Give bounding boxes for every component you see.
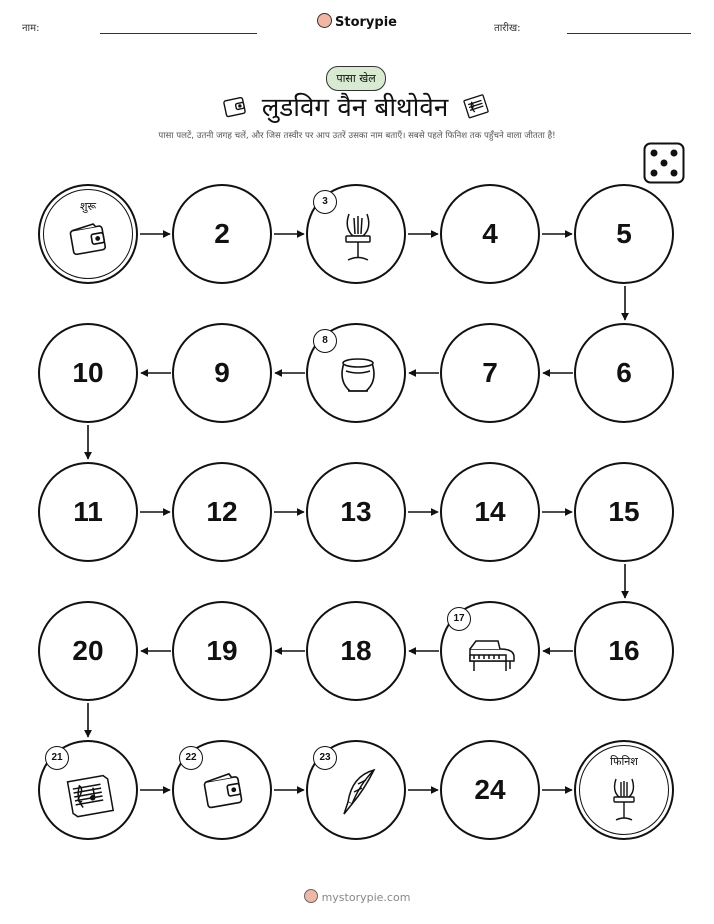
space-number: 18 <box>340 635 372 666</box>
space-number: 4 <box>482 218 498 249</box>
space-3-badge: 3 <box>313 190 337 214</box>
space-18[interactable] <box>306 601 406 701</box>
space-12[interactable] <box>172 462 272 562</box>
space-finish[interactable] <box>574 740 674 840</box>
space-number: 12 <box>206 496 238 527</box>
space-number: 2 <box>214 218 230 249</box>
space-23-badge: 23 <box>313 746 337 770</box>
space-14[interactable] <box>440 462 540 562</box>
finish-label: फिनिश <box>610 755 638 768</box>
title-text: लुडविग वैन बीथोवेन <box>261 93 449 123</box>
wallet-icon <box>68 222 110 260</box>
space-20[interactable] <box>38 601 138 701</box>
space-8-badge: 8 <box>313 329 337 353</box>
space-9[interactable] <box>172 323 272 423</box>
space-number: 16 <box>608 635 640 666</box>
wallet-icon <box>202 772 246 812</box>
space-number: 19 <box>206 635 238 666</box>
start-label: शुरू <box>79 200 97 213</box>
date-label: तारीख: <box>494 23 521 34</box>
space-17-badge: 17 <box>447 607 471 631</box>
space-13[interactable] <box>306 462 406 562</box>
brand-name: Storypie <box>335 15 397 30</box>
space-22-badge: 22 <box>179 746 203 770</box>
lyre-stand-icon <box>340 210 376 264</box>
quill-icon <box>338 766 380 820</box>
space-19[interactable] <box>172 601 272 701</box>
space-2[interactable] <box>172 184 272 284</box>
space-number: 11 <box>73 496 103 527</box>
storypie-logo-icon <box>304 889 318 903</box>
space-5[interactable] <box>574 184 674 284</box>
space-number: 9 <box>214 357 230 388</box>
space-11[interactable] <box>38 462 138 562</box>
space-number: 14 <box>474 496 506 527</box>
space-7[interactable] <box>440 323 540 423</box>
game-tag: पासा खेल <box>326 66 386 91</box>
footer-site[interactable]: mystorypie.com <box>321 891 411 904</box>
space-number: 6 <box>616 357 632 388</box>
space-24[interactable] <box>440 740 540 840</box>
space-number: 10 <box>72 357 104 388</box>
lyre-stand-icon <box>610 776 638 824</box>
space-number: 13 <box>340 496 372 527</box>
space-number: 7 <box>482 357 498 388</box>
space-number: 20 <box>72 635 104 666</box>
space-number: 5 <box>616 218 632 249</box>
piano-icon <box>466 637 518 673</box>
name-label: नाम: <box>22 23 40 34</box>
space-number: 24 <box>474 774 506 805</box>
space-15[interactable] <box>574 462 674 562</box>
footer <box>0 889 714 904</box>
space-21-badge: 21 <box>45 746 69 770</box>
music-book-icon <box>64 770 118 818</box>
pot-icon <box>336 355 380 397</box>
instructions: पासा पलटें, उतनी जगह चलें, और जिस तस्वीर पर आप उतरें उसका नाम बताएँ। सबसे पहले फिनिश तक पहुँचने वाला जीतता है! <box>158 131 556 141</box>
space-4[interactable] <box>440 184 540 284</box>
space-number: 15 <box>608 496 640 527</box>
space-6[interactable] <box>574 323 674 423</box>
space-start[interactable] <box>38 184 138 284</box>
space-10[interactable] <box>38 323 138 423</box>
space-16[interactable] <box>574 601 674 701</box>
